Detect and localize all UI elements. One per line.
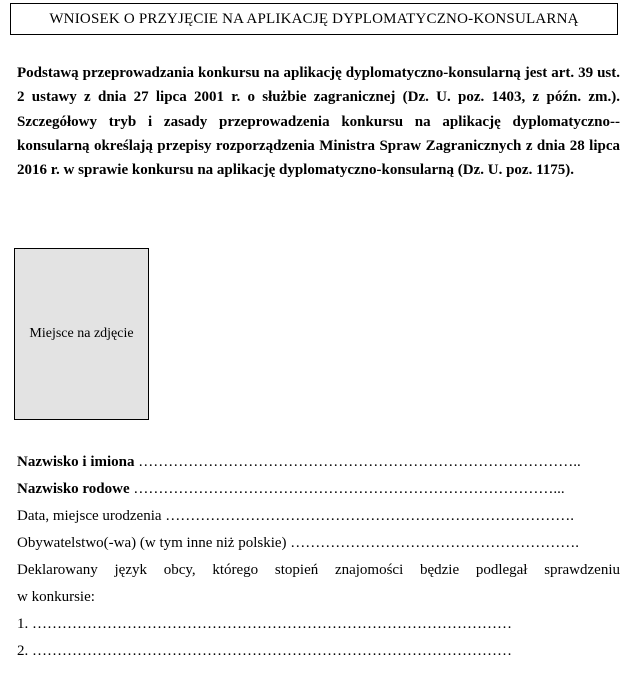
language-item-1-number: 1. <box>17 616 29 632</box>
photo-label: Miejsce na zdjęcie <box>29 326 134 341</box>
citizenship-field[interactable] <box>17 530 620 557</box>
language-item-1[interactable] <box>17 611 620 638</box>
family-name-field[interactable] <box>17 476 620 503</box>
surname-field[interactable] <box>17 449 620 476</box>
birth-field[interactable] <box>17 503 620 530</box>
surname-label: Nazwisko i imiona <box>17 454 135 470</box>
citizenship-dots[interactable]: …………………………………………………. <box>290 535 580 551</box>
family-name-label: Nazwisko rodowe <box>17 481 130 497</box>
language-item-1-dots[interactable]: …………………………………………………………………………………… <box>32 616 512 632</box>
language-question-line2: w konkursie: <box>17 589 95 605</box>
birth-dots[interactable]: ………………………………………………………………………. <box>165 508 575 524</box>
intro-paragraph: Podstawą przeprowadzania konkursu na aplikację dyplomatyczno-konsularną jest art. 39 ust. 2 ustawy z dnia 27 lipca 2001 r. o służbie zagranicznej (Dz. U. poz. 1403, z późn. zm.). Szczegółowy tryb i zasady przeprowadzenia konkursu na aplikację dyplomatyczno--konsularną określają przepisy rozporządzenia Ministra Spraw Zagranicznych z dnia 28 lipca 2016 r. w sprawie konkursu na aplikację dyplomatyczno-konsularną (Dz. U. poz. 1175). <box>17 65 620 179</box>
language-item-2-number: 2. <box>17 643 29 659</box>
language-question-line1: Deklarowany język obcy, którego stopień znajomości będzie podlegał sprawdzeniu <box>17 562 620 578</box>
language-item-2[interactable] <box>17 638 620 665</box>
surname-dots[interactable]: …………………………………………………………………………….. <box>138 454 581 470</box>
photo-placeholder <box>14 248 149 420</box>
birth-label: Data, miejsce urodzenia <box>17 508 162 524</box>
language-item-2-dots[interactable]: …………………………………………………………………………………… <box>32 643 512 659</box>
citizenship-label: Obywatelstwo(-wa) (w tym inne niż polskie) <box>17 535 287 551</box>
form-title-box <box>10 3 618 35</box>
personal-data-fields <box>17 449 620 665</box>
family-name-dots[interactable]: …………………………………………………………………………... <box>133 481 565 497</box>
form-title: WNIOSEK O PRZYJĘCIE NA APLIKACJĘ DYPLOMATYCZNO-KONSULARNĄ <box>49 10 579 27</box>
